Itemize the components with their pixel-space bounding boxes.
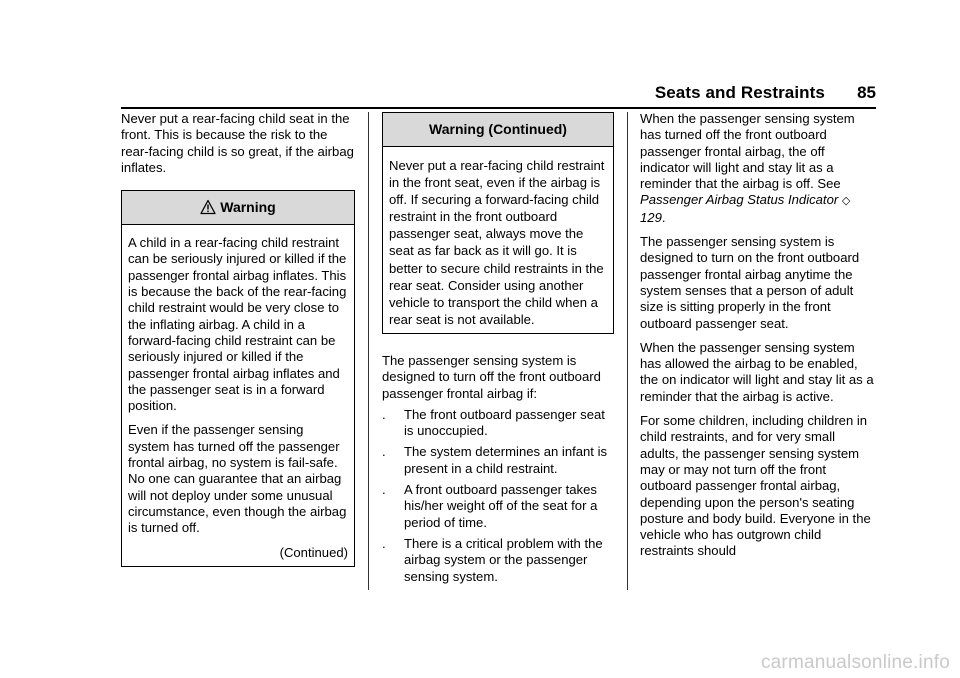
column3-paragraph-4: For some children, including children in child restraints, and for very small adults, the passenger sensing system may or may not turn off the front outboard passenger frontal airbag, depending upon the person's seating posture and body build. Everyone in the vehicle who has outgrown child restraints should bbox=[640, 413, 871, 559]
column-2 bbox=[382, 112, 614, 585]
list-item bbox=[382, 482, 614, 531]
warning-box-title: Warning bbox=[220, 199, 276, 216]
list-item-text: The front outboard passenger seat is unoccupied. bbox=[404, 406, 605, 439]
column3-paragraph-2: The passenger sensing system is designed to turn on the front outboard passenger frontal airbag anytime the system senses that a person of adult size is sitting properly in the front outboard passenger seat. bbox=[640, 234, 860, 331]
warning-paragraph-1: A child in a rear-facing child restraint can be seriously injured or killed if the passenger frontal airbag inflates. This is because the back of the rear-facing child restraint would be very close to the inflating airbag. A child in a forward-facing child restraint can be seriously injured or killed if the passenger frontal airbag inflates and the passenger seat is in a forward position. bbox=[128, 235, 347, 414]
column-divider-2 bbox=[627, 112, 628, 590]
list-item-text: The system determines an infant is present in a child restraint. bbox=[404, 444, 608, 476]
header-rule bbox=[121, 107, 876, 109]
column3-paragraph-1 bbox=[640, 111, 876, 226]
column-3 bbox=[640, 111, 876, 560]
bullet-marker: . bbox=[382, 444, 386, 460]
page-reference-icon: ◇ bbox=[841, 195, 851, 208]
list-item-text: There is a critical problem with the airbag system or the passenger sensing system. bbox=[404, 535, 603, 584]
warning-paragraph-2: Even if the passenger sensing system has turned off the passenger frontal airbag, no system is fail-safe. No one can guarantee that an airbag will not deploy under some unusual circumstance, even though the airbag is turned off. bbox=[128, 422, 347, 536]
cross-reference-link[interactable]: Passenger Airbag Status Indicator bbox=[640, 192, 839, 208]
column3-paragraph-3: When the passenger sensing system has allowed the airbag to be enabled, the on indicator will light and stay lit as a reminder that the airbag is active. bbox=[640, 339, 874, 404]
warning-continued-body bbox=[383, 147, 613, 333]
list-item bbox=[382, 536, 614, 585]
warning-box bbox=[121, 190, 355, 567]
list-item bbox=[382, 444, 614, 477]
paragraph-1-text: When the passenger sensing system has turned off the front outboard passenger frontal airbag, the off indicator will light and stay lit as a reminder that the airbag is off. See bbox=[640, 111, 855, 192]
column-divider-1 bbox=[368, 112, 369, 590]
reference-page-number[interactable]: 129 bbox=[640, 209, 662, 225]
watermark: carmanualsonline.info bbox=[760, 652, 950, 673]
bullet-marker: . bbox=[382, 482, 386, 498]
list-item bbox=[382, 407, 614, 440]
page-number: 85 bbox=[857, 83, 876, 102]
warning-box-header bbox=[122, 191, 354, 225]
column-1 bbox=[121, 111, 355, 567]
column1-intro: Never put a rear-facing child seat in the front. This is because the risk to the rear-facing child is so great, if the airbag inflates. bbox=[121, 111, 354, 175]
warning-continued-box bbox=[382, 112, 614, 334]
warning-box-body bbox=[122, 225, 354, 566]
paragraph-1-end: . bbox=[661, 209, 666, 225]
warning-continued-paragraph: Never put a rear-facing child restraint in the front seat, even if the airbag is off. If securing a forward-facing child restraint in the front outboard passenger seat, always move the seat as far back as it will go. It is better to secure child restraints in the rear seat. Consider using another vehicle to transport the child when a rear seat is not available. bbox=[389, 158, 605, 327]
bullet-marker: . bbox=[382, 406, 386, 422]
warning-triangle-icon bbox=[200, 194, 216, 227]
continued-label: (Continued) bbox=[279, 544, 348, 560]
warning-continued-header: Warning (Continued) bbox=[383, 113, 613, 147]
bullet-marker: . bbox=[382, 535, 386, 551]
list-item-text: A front outboard passenger takes his/her weight off of the seat for a period of time. bbox=[404, 482, 598, 530]
condition-list bbox=[382, 407, 614, 585]
column2-intro: The passenger sensing system is designed to turn off the front outboard passenger frontal airbag if: bbox=[382, 352, 601, 401]
section-title: Seats and Restraints bbox=[654, 83, 825, 102]
